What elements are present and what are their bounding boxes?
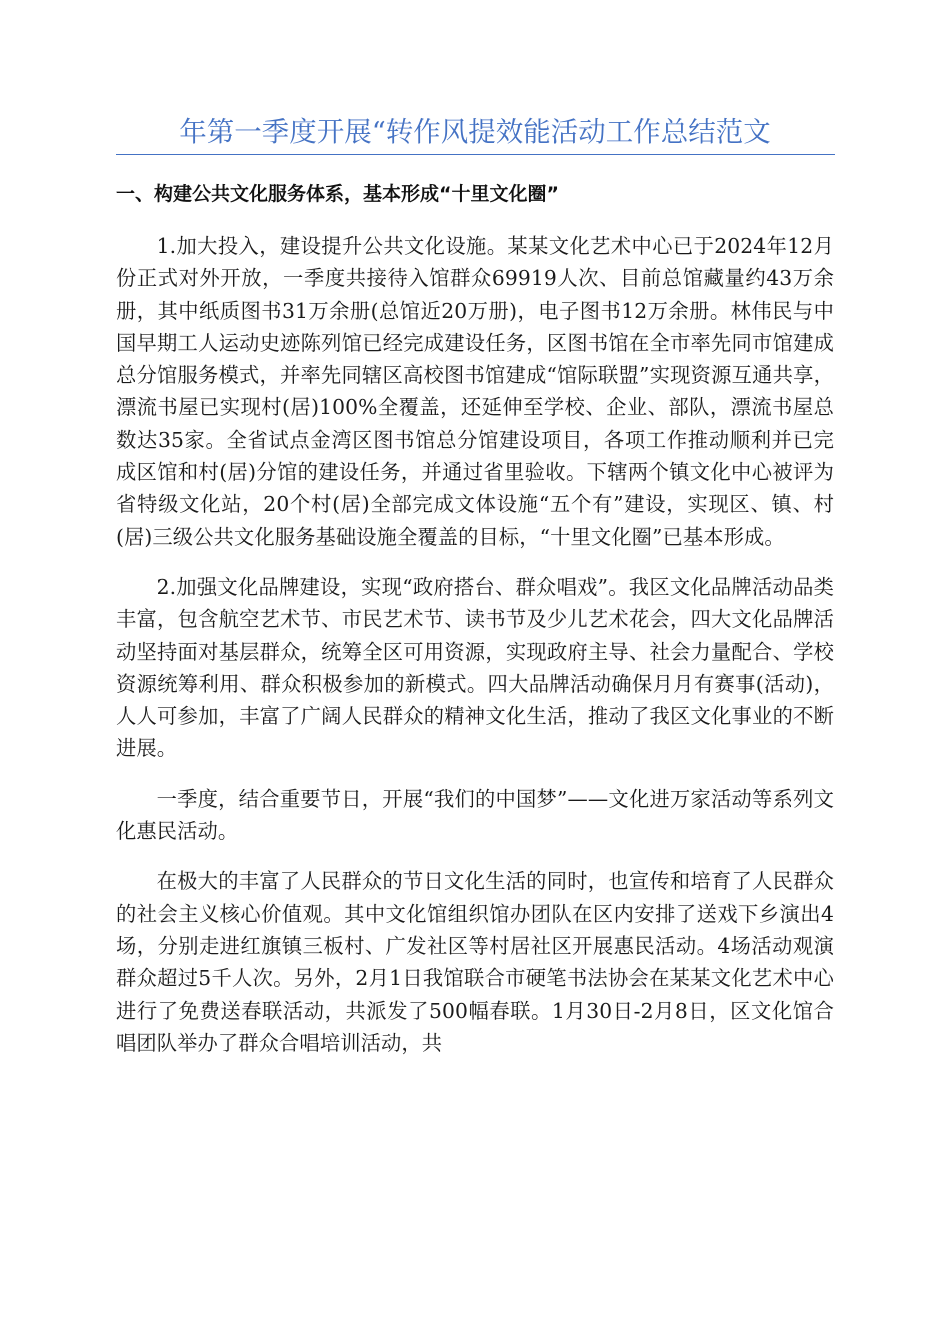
title-underline xyxy=(116,154,835,155)
document-body xyxy=(116,230,834,1077)
section-heading: 一、构建公共文化服务体系，基本形成“十里文化圈” xyxy=(116,183,559,205)
document-title: 年第一季度开展“转作风提效能活动工作总结范文 xyxy=(179,116,771,148)
paragraph-2: 2.加强文化品牌建设，实现“政府搭台、群众唱戏”。我区文化品牌活动品类丰富，包含航空艺术节、市民艺术节、读书节及少儿艺术花会，四大文化品牌活动坚持面对基层群众，统筹全区可用资源，实现政府主导、社会力量配合、学校资源统筹利用、群众积极参加的新模式。四大品牌活动确保月月有赛事(活动)，人人可参加，丰富了广阔人民群众的精神文化生活，推动了我区文化事业的不断进展。 xyxy=(116,574,834,761)
paragraph-4: 在极大的丰富了人民群众的节日文化生活的同时，也宣传和培育了人民群众的社会主义核心价值观。其中文化馆组织馆办团队在区内安排了送戏下乡演出4场，分别走进红旗镇三板村、广发社区等村居社区开展惠民活动。4场活动观演群众超过5千人次。另外，2月1日我馆联合市硬笔书法协会在某某文化艺术中心进行了免费送春联活动，共派发了500幅春联。1月30日-2月8日，区文化馆合唱团队举办了群众合唱培训活动，共 xyxy=(116,869,834,1055)
paragraph-3: 一季度，结合重要节日，开展“我们的中国梦”——文化进万家活动等系列文化惠民活动。 xyxy=(116,786,834,844)
paragraph-1: 1.加大投入，建设提升公共文化设施。某某文化艺术中心已于2024年12月份正式对外开放，一季度共接待入馆群众69919人次、目前总馆藏量约43万余册，其中纸质图书31万余册(总馆近20万册)，电子图书12万余册。林伟民与中国早期工人运动史迹陈列馆已经完成建设任务，区图书馆在全市率先同市馆建成总分馆服务模式，并率先同辖区高校图书馆建成“馆际联盟”实现资源互通共享，漂流书屋已实现村(居)100%全覆盖，还延伸至学校、企业、部队，漂流书屋总数达35家。全省试点金湾区图书馆总分馆建设项目，各项工作推动顺利并已完成区馆和村(居)分馆的建设任务，并通过省里验收。下辖两个镇文化中心被评为省特级文化站，20个村(居)全部完成文体设施“五个有”建设，实现区、镇、村(居)三级公共文化服务基础设施全覆盖的目标，“十里文化圈”已基本形成。 xyxy=(116,234,834,549)
